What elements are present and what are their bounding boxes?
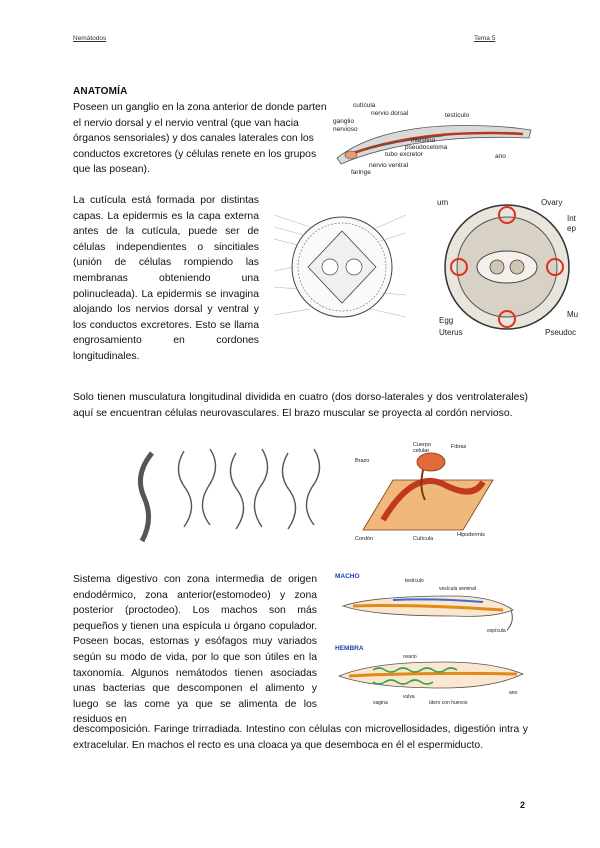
- label-int: Int: [567, 214, 576, 223]
- label-cordon: Cordón: [355, 536, 374, 542]
- label-cuticula: cutícula: [353, 102, 376, 109]
- paragraph-nervous-system: Poseen un ganglio en la zona anterior de donde parten el nervio dorsal y el nervio ventral (que van hacia órganos sensoriales) y dos canales laterales con los conductos excretores (y células renete en los grupos que las posean).: [73, 102, 327, 176]
- label-ano: ano: [495, 153, 506, 160]
- label-hipodermis: Hipodermis: [457, 532, 485, 538]
- paragraph-digestive: Sistema digestivo con zona intermedia de origen endodérmico, zona anterior(estomodeo) y zona posterior (proctodeo). Los machos son más pequeños y tienen una espícula u órgano copulador. Poseen bocas, estomas y esófagos muy variados según su modo de vida, por lo que son útiles en la taxonomía. Algunos nemátodos tienen asociadas unas bacterias que descomponen el alimento y luego se las come ya que se alimenta de los residuos en: [73, 574, 317, 726]
- egg-2: [510, 260, 524, 274]
- section-title: ANATOMÍA: [73, 86, 128, 97]
- cross-section-color: [437, 195, 582, 345]
- label-cuticula-5: Cutícula: [413, 536, 434, 542]
- label-nervioso: nervioso: [333, 126, 358, 133]
- label-utero: útero con huevos: [429, 700, 468, 706]
- cell-body: [417, 453, 445, 471]
- label-espicula: espícula: [487, 628, 506, 634]
- paragraph-musculature: Solo tienen musculatura longitudinal dividida en cuatro (dos dorso-laterales y dos ventrolaterales) aquí se encuentran células neurovasculares. El brazo muscular se proyecta al cordón nervioso.: [73, 392, 528, 419]
- label-testiculo: testículo: [445, 112, 470, 119]
- label-faringe: faringe: [351, 169, 371, 176]
- label-mu: Mu: [567, 310, 579, 319]
- label-macho: MACHO: [335, 573, 360, 580]
- label-ep: ep: [567, 224, 576, 233]
- label-intestino: intestino: [411, 137, 436, 144]
- label-pseudoceloma: pseudoceloma: [405, 144, 448, 151]
- nematode-longitudinal-figure: [333, 100, 533, 176]
- label-brazo: Brazo: [355, 458, 370, 464]
- header-right: Tema 5: [474, 35, 496, 42]
- label-egg: Egg: [439, 316, 454, 325]
- label-vagina: vagina: [373, 700, 388, 706]
- ganglion-shape: [345, 151, 357, 159]
- worm-body-section: [140, 453, 152, 541]
- intestine-circle: [322, 259, 338, 275]
- label-cuerpo: Cuerpo: [413, 442, 432, 448]
- label-hembra: HEMBRA: [335, 645, 364, 652]
- label-ganglio: ganglio: [333, 118, 354, 125]
- paragraph-digestive-cont: descomposición. Faringe trirradiada. Intestino con células con microvellosidades, digestión intra y extracelular. En machos el recto es una cloaca ya que desemboca en él el espermiducto.: [73, 724, 528, 751]
- muscle-cell-figure: [353, 440, 503, 545]
- locomotion-figure: [128, 445, 328, 545]
- label-vulva: vulva: [403, 694, 415, 700]
- label-ano-6: ano: [509, 690, 518, 696]
- label-nervio-ventral: nervio ventral: [369, 162, 409, 169]
- label-ovario: ovario: [403, 654, 417, 660]
- label-tubo-excretor: tubo excretor: [385, 151, 423, 158]
- egg-1: [490, 260, 504, 274]
- digestive-system-figure: [333, 570, 528, 710]
- label-celular: celular: [413, 448, 430, 454]
- label-nervio-dorsal: nervio dorsal: [371, 110, 409, 117]
- page-number: 2: [520, 800, 526, 810]
- paragraph-cuticle: La cutícula está formada por distintas capas. La epidermis es la capa externa antes de la cutícula, puede ser de células independientes o sincitiales (unión de células rompiendo las membranas obteniendo una polinucleada). La epidermis se invagina alojando los nervios dorsal y ventral y los conductos excretores. Esto se llama engrosamiento en cordones longitudinales.: [73, 195, 259, 362]
- cross-section-drawing: [270, 205, 410, 335]
- wave-sequence: [178, 449, 319, 529]
- gonad-circle: [346, 259, 362, 275]
- header-left: Nemátodos: [73, 35, 107, 42]
- label-testiculo-6: testículo: [405, 578, 424, 584]
- label-ovary: Ovary: [541, 198, 563, 207]
- label-uterus: Uterus: [439, 328, 463, 337]
- label-pseudo: Pseudoc: [545, 328, 577, 337]
- label-fibras: Fibras: [451, 444, 467, 450]
- intestine-section: [477, 251, 537, 283]
- label-vesicula: vesícula seminal: [439, 586, 476, 592]
- male-tail: [507, 610, 512, 630]
- label-um: um: [437, 198, 449, 207]
